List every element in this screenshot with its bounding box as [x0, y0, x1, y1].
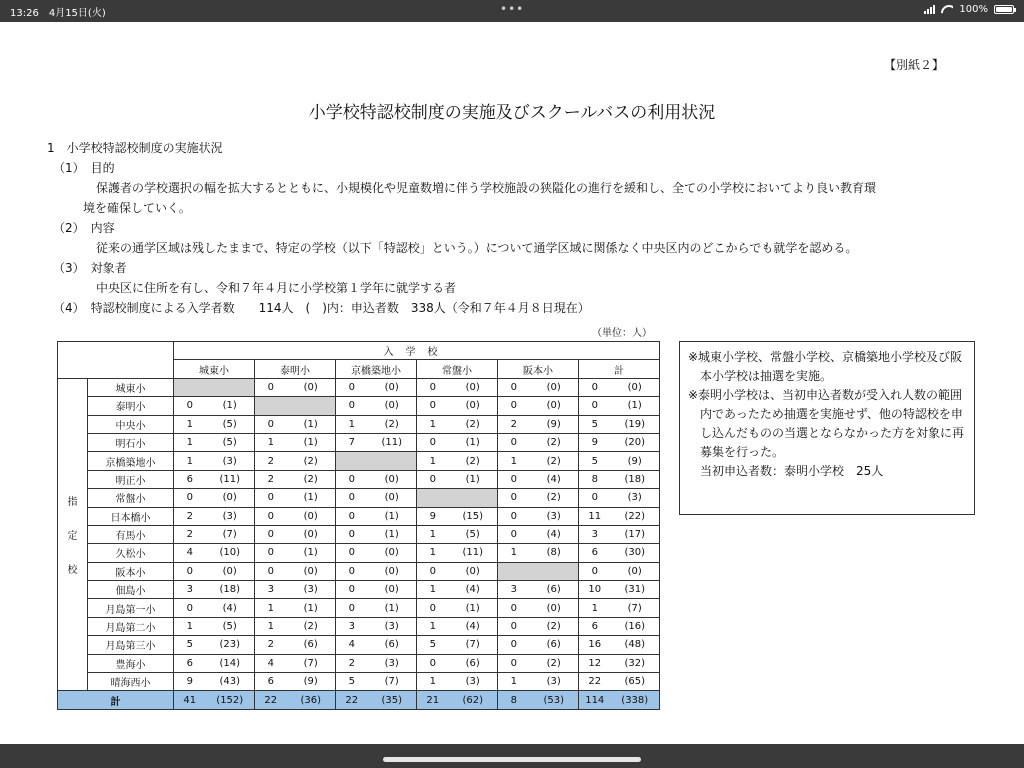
admitted-count: 16 [579, 636, 611, 654]
applicant-count: (0) [611, 562, 660, 580]
admitted-count: 5 [336, 673, 368, 691]
applicant-count: (152) [206, 691, 255, 709]
applicant-count: (0) [368, 397, 417, 415]
applicant-count: (0) [449, 562, 498, 580]
admitted-count: 1 [255, 433, 287, 451]
applicant-count: (7) [368, 673, 417, 691]
table-body [58, 378, 660, 709]
applicant-count: (5) [206, 433, 255, 451]
applicant-count: (0) [530, 378, 579, 396]
applicant-count: (35) [368, 691, 417, 709]
applicant-count: (43) [206, 673, 255, 691]
applicant-count: (0) [611, 378, 660, 396]
admitted-count: 4 [255, 654, 287, 672]
applicant-count: (1) [449, 470, 498, 488]
blank-cell [174, 378, 255, 396]
admitted-count: 12 [579, 654, 611, 672]
home-area [0, 744, 1024, 768]
applicant-count: (3) [611, 489, 660, 507]
applicant-count: (8) [530, 544, 579, 562]
admitted-count: 0 [417, 562, 449, 580]
applicant-count: (3) [206, 507, 255, 525]
column-header: 阪本小 [498, 360, 579, 378]
applicant-count: (22) [611, 507, 660, 525]
battery-icon [994, 5, 1014, 14]
admitted-count: 0 [255, 525, 287, 543]
admitted-count: 4 [336, 636, 368, 654]
admitted-count: 0 [336, 544, 368, 562]
sub-2-heading: （2） 内容 [53, 221, 115, 235]
row-school-name: 常盤小 [88, 489, 174, 507]
section-1-heading: 1 小学校特認校制度の実施状況 [47, 141, 223, 155]
applicant-count: (20) [611, 433, 660, 451]
applicant-count: (0) [449, 378, 498, 396]
document-page [0, 22, 1024, 744]
applicant-count: (0) [368, 470, 417, 488]
admitted-count: 114 [579, 691, 611, 709]
sub-3-text: 中央区に住所を有し、令和７年４月に小学校第１学年に就学する者 [96, 281, 457, 295]
admitted-count: 0 [417, 470, 449, 488]
row-school-name: 日本橋小 [88, 507, 174, 525]
applicant-count: (11) [206, 470, 255, 488]
admitted-count: 0 [498, 489, 530, 507]
sub-1-text-line1: 保護者の学校選択の幅を拡大するとともに、小規模化や児童数増に伴う学校施設の狭隘化の進行を緩和し、全ての小学校においてより良い教育環 [96, 181, 877, 195]
status-date: 4月15日(火) [48, 8, 106, 19]
unit-label: （単位：人） [592, 328, 652, 339]
admitted-count: 41 [174, 691, 206, 709]
blank-cell [417, 489, 498, 507]
designated-school-label [58, 378, 88, 691]
applicant-count: (4) [449, 617, 498, 635]
applicant-count: (3) [287, 581, 336, 599]
admitted-count: 2 [255, 470, 287, 488]
note-2: ※泰明小学校は、当初申込者数が受入れ人数の範囲内であったため抽選を実施せず、他の特認校を申し込んだものの当選とならなかった方を対象に再募集を行った。 [688, 388, 965, 459]
applicant-count: (16) [611, 617, 660, 635]
table-row [58, 562, 660, 580]
applicant-count: (4) [530, 525, 579, 543]
applicant-count: (9) [611, 452, 660, 470]
applicant-count: (0) [368, 489, 417, 507]
table-row [58, 433, 660, 451]
admitted-count: 0 [498, 397, 530, 415]
enrollment-table [57, 341, 660, 710]
admitted-count: 0 [579, 562, 611, 580]
status-bar [0, 0, 1024, 22]
applicant-count: (7) [287, 654, 336, 672]
applicant-count: (1) [287, 599, 336, 617]
admission-school-header: 入学校 [174, 342, 660, 360]
row-school-name: 京橋築地小 [88, 452, 174, 470]
applicant-count: (6) [530, 636, 579, 654]
applicant-count: (0) [287, 378, 336, 396]
battery-percent: 100% [959, 4, 988, 15]
admitted-count: 6 [255, 673, 287, 691]
admitted-count: 0 [336, 507, 368, 525]
applicant-count: (3) [206, 452, 255, 470]
admitted-count: 0 [498, 654, 530, 672]
admitted-count: 3 [498, 581, 530, 599]
table-row [58, 544, 660, 562]
row-school-name: 月島第二小 [88, 617, 174, 635]
applicant-count: (0) [287, 562, 336, 580]
table-row [58, 654, 660, 672]
applicant-count: (6) [368, 636, 417, 654]
applicant-count: (1) [368, 599, 417, 617]
admitted-count: 0 [417, 599, 449, 617]
applicant-count: (6) [449, 654, 498, 672]
applicant-count: (2) [530, 617, 579, 635]
admitted-count: 0 [255, 544, 287, 562]
column-header: 京橋築地小 [336, 360, 417, 378]
document-title: 小学校特認校制度の実施及びスクールバスの利用状況 [308, 103, 716, 123]
applicant-count: (0) [449, 397, 498, 415]
row-school-name: 阪本小 [88, 562, 174, 580]
column-header: 常盤小 [417, 360, 498, 378]
applicant-count: (11) [449, 544, 498, 562]
admitted-count: 2 [255, 452, 287, 470]
applicant-count: (19) [611, 415, 660, 433]
sub-1-text-line2: 境を確保していく。 [83, 201, 191, 215]
admitted-count: 0 [498, 636, 530, 654]
admitted-count: 5 [174, 636, 206, 654]
table-row [58, 617, 660, 635]
admitted-count: 0 [336, 470, 368, 488]
applicant-count: (1) [287, 489, 336, 507]
admitted-count: 0 [336, 397, 368, 415]
applicant-count: (4) [206, 599, 255, 617]
sub-1-heading: （1） 目的 [53, 161, 115, 175]
table-row [58, 636, 660, 654]
admitted-count: 0 [174, 489, 206, 507]
admitted-count: 0 [417, 378, 449, 396]
applicant-count: (2) [287, 452, 336, 470]
admitted-count: 3 [336, 617, 368, 635]
admitted-count: 0 [174, 562, 206, 580]
admitted-count: 2 [174, 507, 206, 525]
admitted-count: 3 [579, 525, 611, 543]
cellular-signal-icon [924, 5, 935, 14]
table-corner-cell [58, 342, 174, 379]
row-school-name: 久松小 [88, 544, 174, 562]
column-header: 計 [579, 360, 660, 378]
home-indicator[interactable] [383, 757, 641, 762]
admitted-count: 0 [579, 489, 611, 507]
admitted-count: 2 [174, 525, 206, 543]
annex-label: 【別紙２】 [884, 58, 945, 72]
side-label-char: 指 [67, 497, 78, 509]
admitted-count: 0 [174, 397, 206, 415]
column-header: 城東小 [174, 360, 255, 378]
admitted-count: 1 [417, 525, 449, 543]
applicant-count: (2) [530, 489, 579, 507]
admitted-count: 6 [579, 617, 611, 635]
row-school-name: 中央小 [88, 415, 174, 433]
admitted-count: 1 [255, 599, 287, 617]
applicant-count: (1) [206, 397, 255, 415]
admitted-count: 1 [498, 544, 530, 562]
applicant-count: (5) [206, 617, 255, 635]
admitted-count: 1 [579, 599, 611, 617]
table-row [58, 470, 660, 488]
note-3: 当初申込者数：泰明小学校 25人 [700, 464, 884, 478]
admitted-count: 5 [579, 452, 611, 470]
admitted-count: 3 [255, 581, 287, 599]
admitted-count: 0 [498, 378, 530, 396]
applicant-count: (2) [530, 452, 579, 470]
applicant-count: (53) [530, 691, 579, 709]
applicant-count: (7) [449, 636, 498, 654]
applicant-count: (48) [611, 636, 660, 654]
admitted-count: 1 [174, 415, 206, 433]
applicant-count: (30) [611, 544, 660, 562]
admitted-count: 0 [498, 470, 530, 488]
admitted-count: 0 [255, 415, 287, 433]
applicant-count: (11) [368, 433, 417, 451]
admitted-count: 1 [417, 581, 449, 599]
admitted-count: 1 [417, 617, 449, 635]
applicant-count: (9) [287, 673, 336, 691]
applicant-count: (14) [206, 654, 255, 672]
table-row [58, 489, 660, 507]
wifi-icon [941, 5, 953, 14]
row-school-name: 晴海西小 [88, 673, 174, 691]
table-row [58, 599, 660, 617]
column-header: 泰明小 [255, 360, 336, 378]
row-school-name: 月島第一小 [88, 599, 174, 617]
admitted-count: 1 [174, 452, 206, 470]
applicant-count: (7) [206, 525, 255, 543]
applicant-count: (5) [206, 415, 255, 433]
applicant-count: (1) [368, 507, 417, 525]
applicant-count: (0) [206, 562, 255, 580]
admitted-count: 0 [255, 562, 287, 580]
applicant-count: (2) [368, 415, 417, 433]
applicant-count: (1) [449, 599, 498, 617]
table-row [58, 378, 660, 396]
applicant-count: (338) [611, 691, 660, 709]
admitted-count: 0 [579, 378, 611, 396]
applicant-count: (0) [206, 489, 255, 507]
admitted-count: 0 [498, 433, 530, 451]
applicant-count: (9) [530, 415, 579, 433]
applicant-count: (0) [287, 507, 336, 525]
applicant-count: (0) [368, 378, 417, 396]
admitted-count: 22 [336, 691, 368, 709]
table-row [58, 581, 660, 599]
blank-cell [255, 397, 336, 415]
applicant-count: (0) [530, 599, 579, 617]
status-time: 13:26 4月15日(火) [10, 8, 106, 19]
admitted-count: 1 [417, 452, 449, 470]
applicant-count: (18) [611, 470, 660, 488]
applicant-count: (2) [530, 433, 579, 451]
applicant-count: (31) [611, 581, 660, 599]
applicant-count: (1) [368, 525, 417, 543]
admitted-count: 0 [336, 562, 368, 580]
admitted-count: 0 [498, 507, 530, 525]
admitted-count: 9 [417, 507, 449, 525]
applicant-count: (0) [530, 397, 579, 415]
admitted-count: 5 [579, 415, 611, 433]
admitted-count: 1 [417, 544, 449, 562]
applicant-count: (3) [449, 673, 498, 691]
applicant-count: (0) [368, 581, 417, 599]
admitted-count: 22 [255, 691, 287, 709]
applicant-count: (2) [449, 415, 498, 433]
table-row [58, 525, 660, 543]
admitted-count: 0 [174, 599, 206, 617]
admitted-count: 9 [174, 673, 206, 691]
admitted-count: 1 [174, 433, 206, 451]
admitted-count: 1 [498, 452, 530, 470]
admitted-count: 9 [579, 433, 611, 451]
applicant-count: (15) [449, 507, 498, 525]
admitted-count: 1 [417, 673, 449, 691]
admitted-count: 0 [255, 507, 287, 525]
side-label-char: 校 [67, 565, 78, 577]
sub-2-text: 従来の通学区域は残したままで、特定の学校（以下「特認校」という。）について通学区域に関係なく中央区内のどこからでも就学を認める。 [96, 241, 858, 255]
admitted-count: 6 [579, 544, 611, 562]
total-row [58, 691, 660, 709]
admitted-count: 8 [498, 691, 530, 709]
admitted-count: 10 [579, 581, 611, 599]
applicant-count: (0) [368, 544, 417, 562]
applicant-count: (32) [611, 654, 660, 672]
admitted-count: 0 [417, 433, 449, 451]
applicant-count: (3) [368, 654, 417, 672]
applicant-count: (2) [530, 654, 579, 672]
applicant-count: (1) [287, 415, 336, 433]
applicant-count: (23) [206, 636, 255, 654]
admitted-count: 6 [174, 470, 206, 488]
notes-box [679, 341, 975, 515]
note-1: ※城東小学校、常盤小学校、京橋築地小学校及び阪本小学校は抽選を実施。 [688, 350, 963, 383]
admitted-count: 0 [336, 489, 368, 507]
admitted-count: 0 [579, 397, 611, 415]
admitted-count: 4 [174, 544, 206, 562]
side-label-char: 定 [67, 531, 78, 543]
admitted-count: 0 [255, 489, 287, 507]
admitted-count: 0 [255, 378, 287, 396]
sub-4-text: （4） 特認校制度による入学者数 114人 ( )内：申込者数 338人（令和７年４月８日現在） [53, 301, 590, 315]
applicant-count: (1) [611, 397, 660, 415]
row-school-name: 月島第三小 [88, 636, 174, 654]
applicant-count: (5) [449, 525, 498, 543]
applicant-count: (6) [530, 581, 579, 599]
table-row [58, 452, 660, 470]
status-right [924, 4, 1014, 15]
admitted-count: 0 [336, 378, 368, 396]
blank-cell [498, 562, 579, 580]
applicant-count: (0) [287, 525, 336, 543]
sub-3-heading: （3） 対象者 [53, 261, 127, 275]
admitted-count: 1 [336, 415, 368, 433]
admitted-count: 0 [336, 525, 368, 543]
admitted-count: 11 [579, 507, 611, 525]
applicant-count: (1) [287, 433, 336, 451]
applicant-count: (2) [449, 452, 498, 470]
table-row [58, 673, 660, 691]
table-row [58, 415, 660, 433]
applicant-count: (62) [449, 691, 498, 709]
admitted-count: 3 [174, 581, 206, 599]
blank-cell [336, 452, 417, 470]
admitted-count: 5 [417, 636, 449, 654]
admitted-count: 0 [417, 654, 449, 672]
row-school-name: 城東小 [88, 378, 174, 396]
row-school-name: 泰明小 [88, 397, 174, 415]
multitask-dots-icon[interactable]: ••• [500, 2, 525, 16]
admitted-count: 21 [417, 691, 449, 709]
admitted-count: 2 [336, 654, 368, 672]
admitted-count: 0 [498, 599, 530, 617]
total-label: 計 [58, 691, 174, 709]
admitted-count: 0 [336, 599, 368, 617]
table-row [58, 397, 660, 415]
admitted-count: 22 [579, 673, 611, 691]
admitted-count: 0 [498, 525, 530, 543]
admitted-count: 6 [174, 654, 206, 672]
admitted-count: 1 [417, 415, 449, 433]
applicant-count: (1) [287, 544, 336, 562]
row-school-name: 有馬小 [88, 525, 174, 543]
admitted-count: 8 [579, 470, 611, 488]
row-school-name: 明正小 [88, 470, 174, 488]
admitted-count: 0 [336, 581, 368, 599]
applicant-count: (3) [368, 617, 417, 635]
applicant-count: (36) [287, 691, 336, 709]
applicant-count: (6) [287, 636, 336, 654]
applicant-count: (1) [449, 433, 498, 451]
row-school-name: 明石小 [88, 433, 174, 451]
row-school-name: 佃島小 [88, 581, 174, 599]
applicant-count: (4) [530, 470, 579, 488]
admitted-count: 1 [255, 617, 287, 635]
admitted-count: 2 [255, 636, 287, 654]
applicant-count: (2) [287, 617, 336, 635]
applicant-count: (0) [368, 562, 417, 580]
applicant-count: (2) [287, 470, 336, 488]
applicant-count: (7) [611, 599, 660, 617]
applicant-count: (65) [611, 673, 660, 691]
admitted-count: 0 [417, 397, 449, 415]
applicant-count: (3) [530, 673, 579, 691]
admitted-count: 7 [336, 433, 368, 451]
applicant-count: (18) [206, 581, 255, 599]
admitted-count: 0 [498, 617, 530, 635]
applicant-count: (3) [530, 507, 579, 525]
admitted-count: 1 [498, 673, 530, 691]
applicant-count: (17) [611, 525, 660, 543]
table-row [58, 507, 660, 525]
applicant-count: (10) [206, 544, 255, 562]
row-school-name: 豊海小 [88, 654, 174, 672]
admitted-count: 2 [498, 415, 530, 433]
applicant-count: (4) [449, 581, 498, 599]
admitted-count: 1 [174, 617, 206, 635]
